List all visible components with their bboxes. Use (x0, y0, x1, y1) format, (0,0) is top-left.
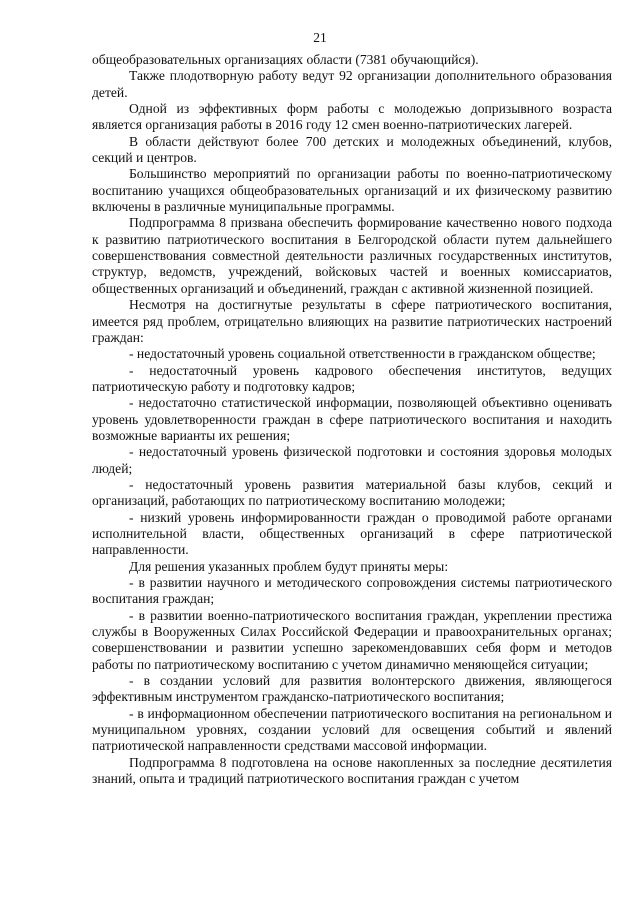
paragraph: - недостаточный уровень развития материальной базы клубов, секций и организаций, работающих по патриотическому воспитанию молодежи; (92, 476, 612, 509)
paragraph: В области действуют более 700 детских и молодежных объединений, клубов, секций и центров. (92, 133, 612, 166)
paragraph: Большинство мероприятий по организации работы по военно-патриотическому воспитанию учащихся общеобразовательных организаций и их физическому развитию включены в различные муниципальные программы. (92, 166, 612, 215)
paragraph: общеобразовательных организациях области (7381 обучающийся). (92, 52, 479, 67)
document-body (92, 52, 612, 787)
paragraph: - в развитии военно-патриотического воспитания граждан, укреплении престижа службы в Вооруженных Силах Российской Федерации и правоохранительных органах; совершенствовании и развитии успешно зарекомендовавших себя форм и методов работы по патриотическому воспитанию с учетом динамично меняющейся ситуации; (92, 607, 612, 672)
paragraph: - недостаточный уровень физической подготовки и состояния здоровья молодых людей; (92, 444, 612, 476)
paragraph: - недостаточно статистической информации, позволяющей объективно оценивать уровень удовлетворенности граждан в сфере патриотического воспитания и находить возможные варианты их решения; (92, 395, 612, 443)
paragraph: - в информационном обеспечении патриотического воспитания на региональном и муниципальном уровнях, создании условий для освещения событий и явлений патриотической направленности средствами массовой информации. (92, 705, 612, 754)
paragraph: - в развитии научного и методического сопровождения системы патриотического воспитания граждан; (92, 575, 612, 607)
paragraph: - низкий уровень информированности граждан о проводимой работе органами исполнительной власти, общественных организаций в сфере патриотической направленности. (92, 509, 612, 558)
page-number: 21 (313, 30, 327, 45)
paragraph: - недостаточный уровень кадрового обеспечения институтов, ведущих патриотическую работу и подготовку кадров; (92, 362, 612, 394)
paragraph: - недостаточный уровень социальной ответственности в гражданском обществе; (129, 346, 596, 362)
paragraph: Также плодотворную работу ведут 92 организации дополнительного образования детей. (92, 68, 612, 100)
paragraph: Подпрограмма 8 призвана обеспечить формирование качественно нового подхода к развитию патриотического воспитания в Белгородской области путем дальнейшего совершенствования совместной деятельности различных государственных институтов, структур, ведомств, учреждений, войсковых частей и военных комиссариатов, общественных организаций и объединений, граждан с активной жизненной позицией. (92, 215, 612, 296)
paragraph: Одной из эффективных форм работы с молодежью допризывного возраста является организация работы в 2016 году 12 смен военно-патриотических лагерей. (92, 101, 612, 133)
paragraph: Для решения указанных проблем будут приняты меры: (129, 558, 449, 574)
paragraph: Несмотря на достигнутые результаты в сфере патриотического воспитания, имеется ряд проблем, отрицательно влияющих на развитие патриотических настроений граждан: (92, 297, 612, 345)
paragraph: - в создании условий для развития волонтерского движения, являющегося эффективным инструментом гражданско-патриотического воспитания; (92, 673, 612, 705)
paragraph: Подпрограмма 8 подготовлена на основе накопленных за последние десятилетия знаний, опыта и традиций патриотического воспитания граждан с учетом (92, 754, 612, 787)
